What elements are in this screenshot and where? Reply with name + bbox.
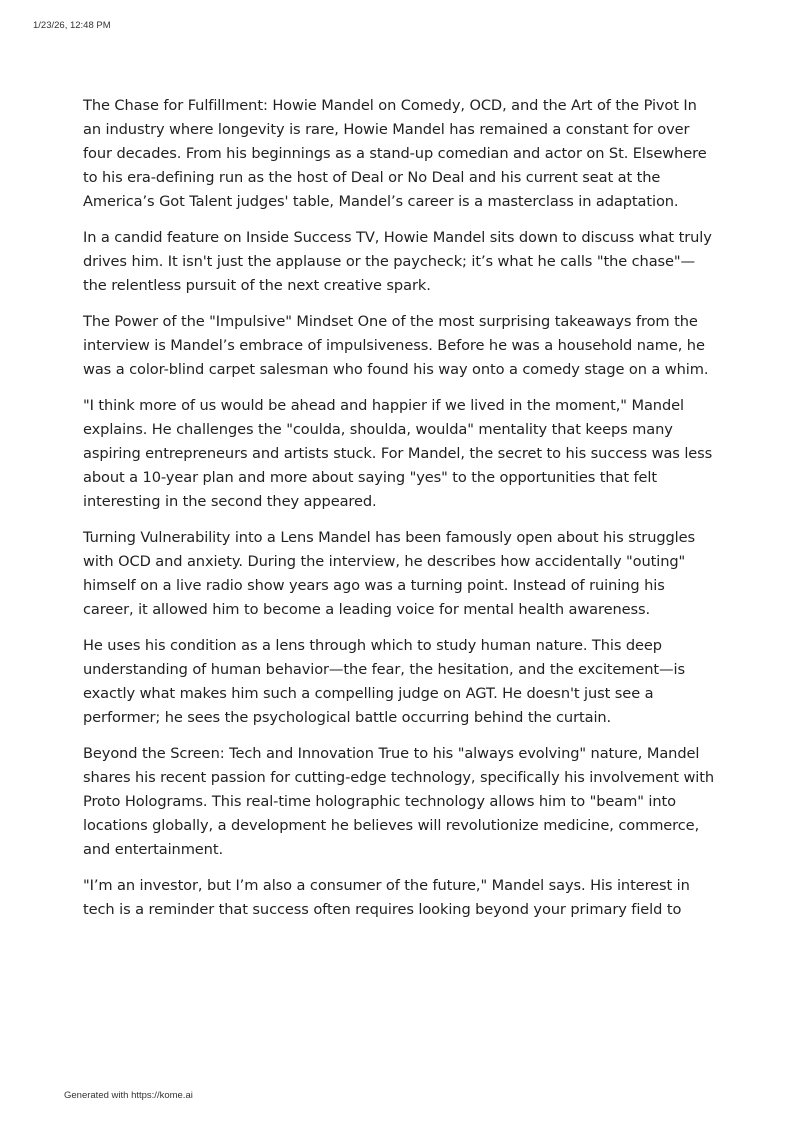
print-timestamp: 1/23/26, 12:48 PM (33, 20, 111, 31)
article-paragraph: He uses his condition as a lens through which to study human nature. This deep understanding of human behavior—the fear, the hesitation, and the excitement—is exactly what makes him such a compelling judge on AGT. He doesn't just see a performer; he sees the psychological battle occurring behind the curtain. (83, 637, 686, 726)
article-body (83, 94, 715, 934)
article-paragraph: "I think more of us would be ahead and happier if we lived in the moment," Mandel explains. He challenges the "coulda, shoulda, woulda" mentality that keeps many aspiring entrepreneurs and artists stuck. For Mandel, the secret to his success was less about a 10-year plan and more about saying "yes" to the opportunities that felt interesting in the second they appeared. (83, 397, 713, 510)
article-paragraph: The Chase for Fulfillment: Howie Mandel on Comedy, OCD, and the Art of the Pivot In an industry where longevity is rare, Howie Mandel has remained a constant for over four decades. From his beginnings as a stand-up comedian and actor on St. Elsewhere to his era-defining run as the host of Deal or No Deal and his current seat at the America’s Got Talent judges' table, Mandel’s career is a masterclass in adaptation. (83, 97, 707, 210)
article-paragraph: Turning Vulnerability into a Lens Mandel has been famously open about his struggles with OCD and anxiety. During the interview, he describes how accidentally "outing" himself on a live radio show years ago was a turning point. Instead of ruining his career, it allowed him to become a leading voice for mental health awareness. (83, 529, 696, 618)
article-paragraph: The Power of the "Impulsive" Mindset One of the most surprising takeaways from the interview is Mandel’s embrace of impulsiveness. Before he was a household name, he was a color-blind carpet salesman who found his way onto a comedy stage on a whim. (83, 313, 709, 378)
article-paragraph: "I’m an investor, but I’m also a consumer of the future," Mandel says. His interest in tech is a reminder that success often requires looking beyond your primary field to (83, 877, 690, 918)
generator-footer: Generated with https://kome.ai (64, 1090, 193, 1101)
article-paragraph: In a candid feature on Inside Success TV, Howie Mandel sits down to discuss what truly drives him. It isn't just the applause or the paycheck; it’s what he calls "the chase"—the relentless pursuit of the next creative spark. (83, 229, 712, 294)
article-paragraph: Beyond the Screen: Tech and Innovation True to his "always evolving" nature, Mandel shares his recent passion for cutting-edge technology, specifically his involvement with Proto Holograms. This real-time holographic technology allows him to "beam" into locations globally, a development he believes will revolutionize medicine, commerce, and entertainment. (83, 745, 715, 858)
